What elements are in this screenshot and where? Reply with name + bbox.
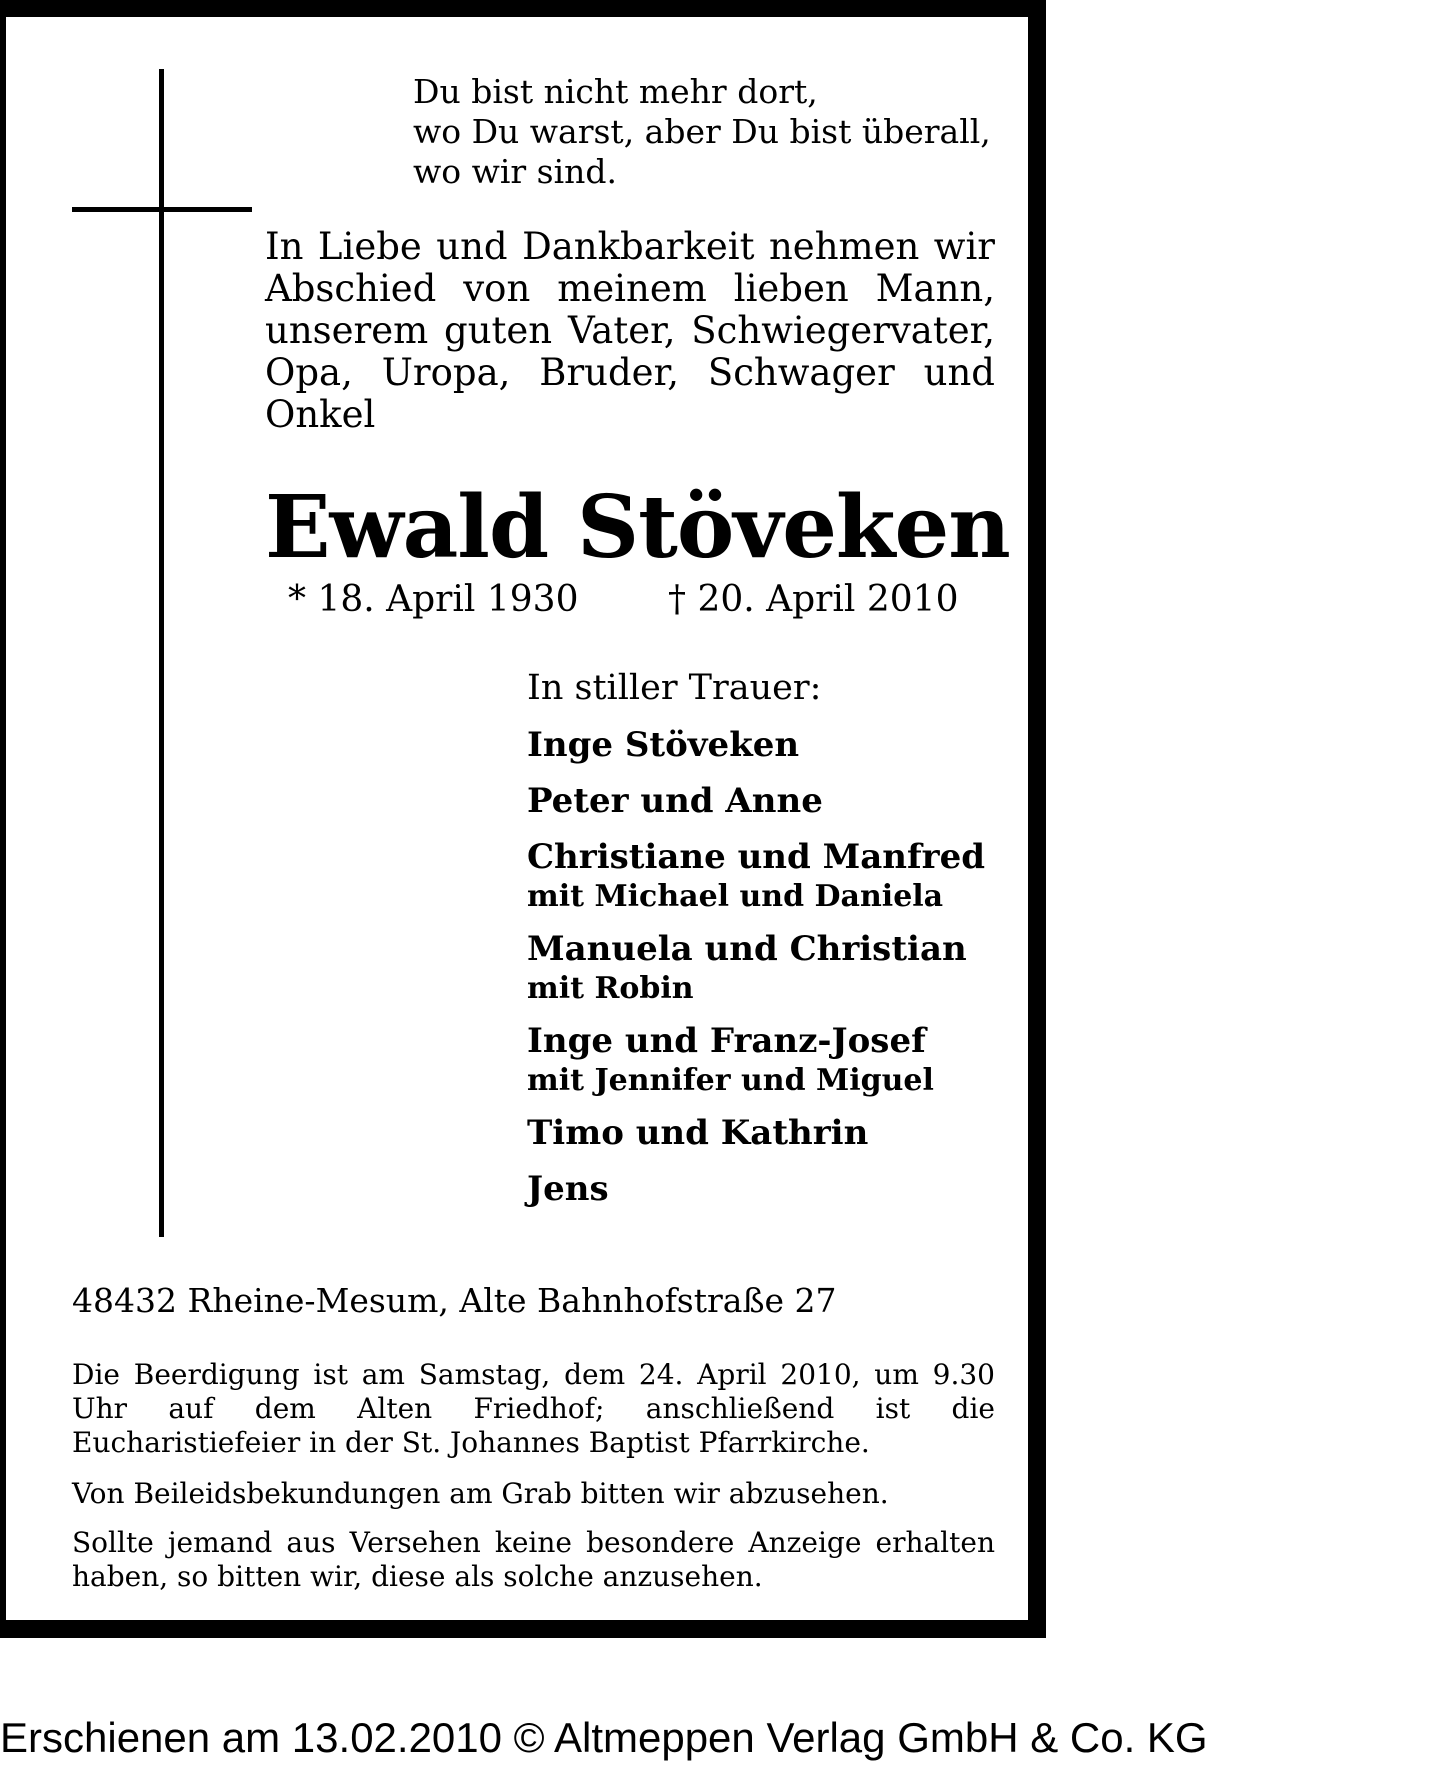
family-main: Inge und Franz-Josef: [527, 1021, 926, 1061]
family-main: Jens: [527, 1169, 609, 1209]
family-group: [527, 723, 985, 767]
family-group: [527, 835, 985, 915]
family-group: [527, 1167, 985, 1211]
family-main: Christiane und Manfred: [527, 837, 985, 877]
family-main: Manuela und Christian: [527, 929, 967, 969]
family-group: [527, 1019, 985, 1099]
birth-date: * 18. April 1930: [288, 579, 579, 620]
family-main: Peter und Anne: [527, 781, 823, 821]
deceased-name: Ewald Stöveken: [265, 477, 1010, 578]
family-main: Inge Stöveken: [527, 725, 800, 765]
motto-line: Du bist nicht mehr dort,: [413, 72, 818, 111]
address: 48432 Rheine-Mesum, Alte Bahnhofstraße 27: [72, 1281, 837, 1320]
motto: [413, 72, 991, 192]
motto-line: wo wir sind.: [413, 152, 618, 191]
family-group: [527, 927, 985, 1007]
funeral-info: Die Beerdigung ist am Samstag, dem 24. April 2010, um 9.30 Uhr auf dem Alten Friedhof; anschließend ist die Eucharistiefeier in der St. Johannes Baptist Pfarrkirche.: [72, 1358, 995, 1459]
publication-footer: Erschienen am 13.02.2010 © Altmeppen Verlag GmbH & Co. KG: [0, 1714, 1208, 1761]
family-sub: mit Jennifer und Miguel: [527, 1063, 934, 1098]
condolence-note: Von Beileidsbekundungen am Grab bitten wir abzusehen.: [72, 1477, 889, 1510]
intro-text: In Liebe und Dankbarkeit nehmen wir Abschied von meinem lieben Mann, unserem guten Vater, Schwiegervater, Opa, Uropa, Bruder, Schwager und Onkel: [265, 225, 995, 436]
notice-note: Sollte jemand aus Versehen keine besondere Anzeige erhalten haben, so bitten wir, diese als solche anzusehen.: [72, 1526, 995, 1593]
mourning-label: In stiller Trauer:: [527, 668, 822, 708]
family-group: [527, 779, 985, 823]
family-sub: mit Michael und Daniela: [527, 879, 944, 914]
cross-icon-vertical: [159, 69, 164, 1237]
death-date: † 20. April 2010: [668, 579, 959, 620]
cross-icon-horizontal: [72, 207, 252, 212]
family-group: [527, 1111, 985, 1155]
motto-line: wo Du warst, aber Du bist überall,: [413, 112, 991, 151]
family-list: [527, 723, 985, 1223]
family-main: Timo und Kathrin: [527, 1113, 869, 1153]
family-sub: mit Robin: [527, 971, 694, 1006]
